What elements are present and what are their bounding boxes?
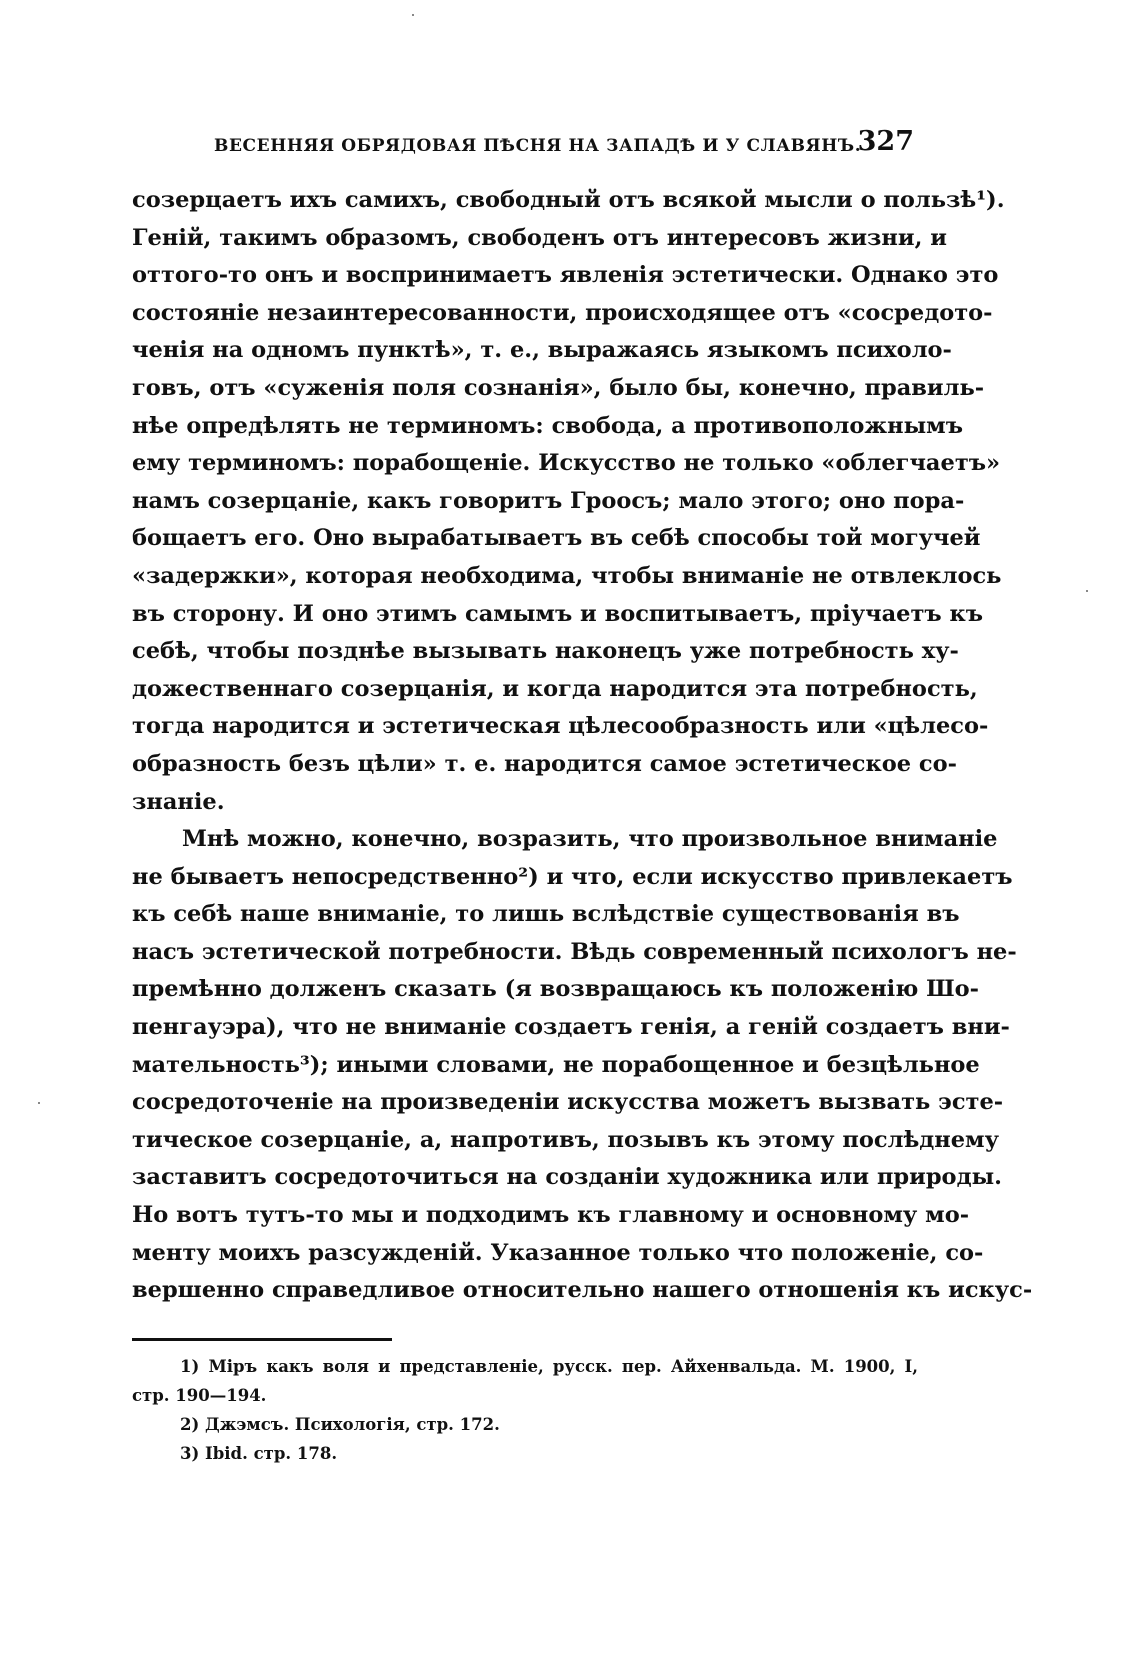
main-text	[132, 182, 1033, 1310]
text-line: Мнѣ можно, конечно, возразить, что произвольное вниманіе	[182, 826, 998, 853]
text-line: сосредоточеніе на произведеніи искусства можетъ вызвать эсте-	[132, 1089, 1004, 1116]
text-line: насъ эстетической потребности. Вѣдь современный психологъ не-	[132, 938, 1017, 965]
text-line: состояніе незаинтересованности, происходящее отъ «сосредото-	[132, 299, 993, 326]
footnote-1: 1) Міръ какъ воля и представленіе, русск. пер. Айхенвальда. М. 1900, I,	[180, 1357, 918, 1376]
text-line: премѣнно долженъ сказать (я возвращаюсь къ положенію Шо-	[132, 976, 980, 1003]
page-number: 327	[857, 126, 914, 157]
paper-speck	[1086, 590, 1088, 592]
text-line: ему терминомъ: порабощеніе. Искусство не только «облегчаетъ»	[132, 450, 1001, 477]
text-line: себѣ, чтобы позднѣе вызывать наконецъ уже потребность ху-	[132, 638, 959, 665]
running-title: ВЕСЕННЯЯ ОБРЯДОВАЯ ПѢСНЯ НА ЗАПАДѢ И У СЛАВЯНЪ.	[214, 136, 862, 156]
text-line: Но вотъ тутъ-то мы и подходимъ къ главному и основному мо-	[132, 1202, 970, 1229]
text-line: Геній, такимъ образомъ, свободенъ отъ интересовъ жизни, и	[132, 224, 947, 251]
text-line: не бываетъ непосредственно²) и что, если искусство привлекаетъ	[132, 863, 1013, 890]
text-line: намъ созерцаніе, какъ говоритъ Гроосъ; мало этого; оно пора-	[132, 487, 965, 514]
text-line: въ сторону. И оно этимъ самымъ и воспитываетъ, пріучаетъ къ	[132, 600, 984, 627]
text-line: менту моихъ разсужденій. Указанное только что положеніе, со-	[132, 1239, 984, 1266]
text-line: знаніе.	[132, 788, 225, 815]
text-line: созерцаетъ ихъ самихъ, свободный отъ всякой мысли о пользѣ¹).	[132, 187, 1005, 213]
text-line: ченія на одномъ пунктѣ», т. е., выражаясь языкомъ психоло-	[132, 337, 952, 364]
text-line: говъ, отъ «суженія поля сознанія», было бы, конечно, правиль-	[132, 374, 985, 401]
text-line: къ себѣ наше вниманіе, то лишь вслѣдствіе существованія въ	[132, 901, 960, 928]
text-line: мательность³); иными словами, не порабощенное и безцѣльное	[132, 1051, 980, 1078]
text-line: тогда народится и эстетическая цѣлесообразность или «цѣлесо-	[132, 713, 989, 740]
text-line: заставитъ сосредоточиться на созданіи художника или природы.	[132, 1164, 1002, 1191]
text-line: образность безъ цѣли» т. е. народится самое эстетическое со-	[132, 750, 957, 777]
text-line: оттого-то онъ и воспринимаетъ явленія эстетически. Однако это	[132, 262, 999, 289]
footnote-3: 3) Ibid. стр. 178.	[180, 1444, 338, 1463]
text-line: пенгауэра), что не вниманіе создаетъ генія, а геній создаетъ вни-	[132, 1014, 1010, 1041]
text-line: тическое созерцаніе, а, напротивъ, позывъ къ этому послѣднему	[132, 1126, 999, 1153]
footnotes	[132, 1352, 918, 1468]
text-line: вершенно справедливое относительно нашего отношенія къ искус-	[132, 1277, 1033, 1304]
page-header	[214, 126, 914, 166]
text-line: нѣе опредѣлять не терминомъ: свобода, а противоположнымъ	[132, 412, 963, 439]
footnote-2: 2) Джэмсъ. Психологія, стр. 172.	[180, 1415, 500, 1434]
text-line: бощаетъ его. Оно вырабатываетъ въ себѣ способы той могучей	[132, 525, 981, 552]
paper-speck	[38, 1102, 40, 1104]
paper-speck	[412, 14, 414, 16]
footnote-divider	[132, 1338, 392, 1341]
footnote-1-continuation: стр. 190—194.	[132, 1386, 267, 1405]
text-line: дожественнаго созерцанія, и когда народится эта потребность,	[132, 675, 978, 702]
text-line: «задержки», которая необходима, чтобы вниманіе не отвлеклось	[132, 562, 1002, 589]
